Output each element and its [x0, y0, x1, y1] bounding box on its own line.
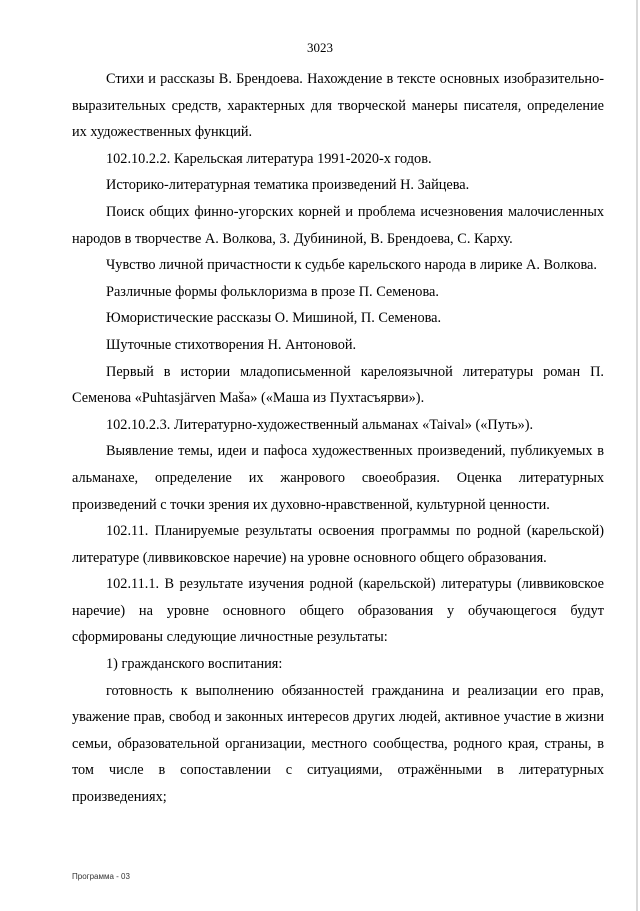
paragraph: Юмористические рассказы О. Мишиной, П. Семенова.	[106, 310, 442, 327]
list-heading: 1) гражданского воспитания:	[106, 656, 283, 673]
paragraph: Историко-литературная тематика произведений Н. Зайцева.	[106, 177, 470, 194]
paragraph: 102.11.1. В результате изучения родной (карельской) литературы (ливвиковское наречие) на уровне основного общего образования у обучающегося будут сформированы следующие личностные результаты:	[72, 576, 604, 646]
paragraph: готовность к выполнению обязанностей гражданина и реализации его прав, уважение прав, свобод и законных интересов других людей, активное участие в жизни семьи, образовательной организации, местного сообщества, родного края, страны, в том числе в сопоставлении с ситуациями, отражёнными в литературных произведениях;	[72, 682, 604, 806]
paragraph: Шуточные стихотворения Н. Антоновой.	[106, 336, 357, 353]
scan-edge	[636, 0, 638, 911]
section-heading: 102.10.2.2. Карельская литература 1991-2020-х годов.	[106, 150, 432, 167]
paragraph: Поиск общих финно-угорских корней и проблема исчезновения малочисленных народов в творчестве А. Волкова, З. Дубининой, В. Брендоева, С. Карху.	[72, 203, 604, 247]
footer-label: Программа - 03	[72, 872, 130, 881]
paragraph: Стихи и рассказы В. Брендоева. Нахождение в тексте основных изобразительно-выразительных средств, характерных для творческой манеры писателя, определение их художественных функций.	[72, 71, 604, 141]
paragraph: Первый в истории младописьменной карелоязычной литературы роман П. Семенова «Puhtasjärven Maša» («Маша из Пухтасъярви»).	[72, 363, 604, 407]
page-number: 3023	[307, 40, 333, 55]
section-heading: 102.11. Планируемые результаты освоения программы по родной (карельской) литературе (ливвиковское наречие) на уровне основного общего образования.	[72, 523, 604, 566]
section-heading: 102.10.2.3. Литературно-художественный альманах «Taival» («Путь»).	[106, 416, 534, 433]
paragraph: Различные формы фольклоризма в прозе П. Семенова.	[106, 283, 439, 300]
paragraph: Чувство личной причастности к судьбе карельского народа в лирике А. Волкова.	[106, 257, 597, 274]
document-body	[72, 66, 604, 811]
paragraph: Выявление темы, идеи и пафоса художественных произведений, публикуемых в альманахе, определение их жанрового своеобразия. Оценка литературных произведений с точки зрения их духовно-нравственной, культурной ценности.	[72, 443, 604, 513]
